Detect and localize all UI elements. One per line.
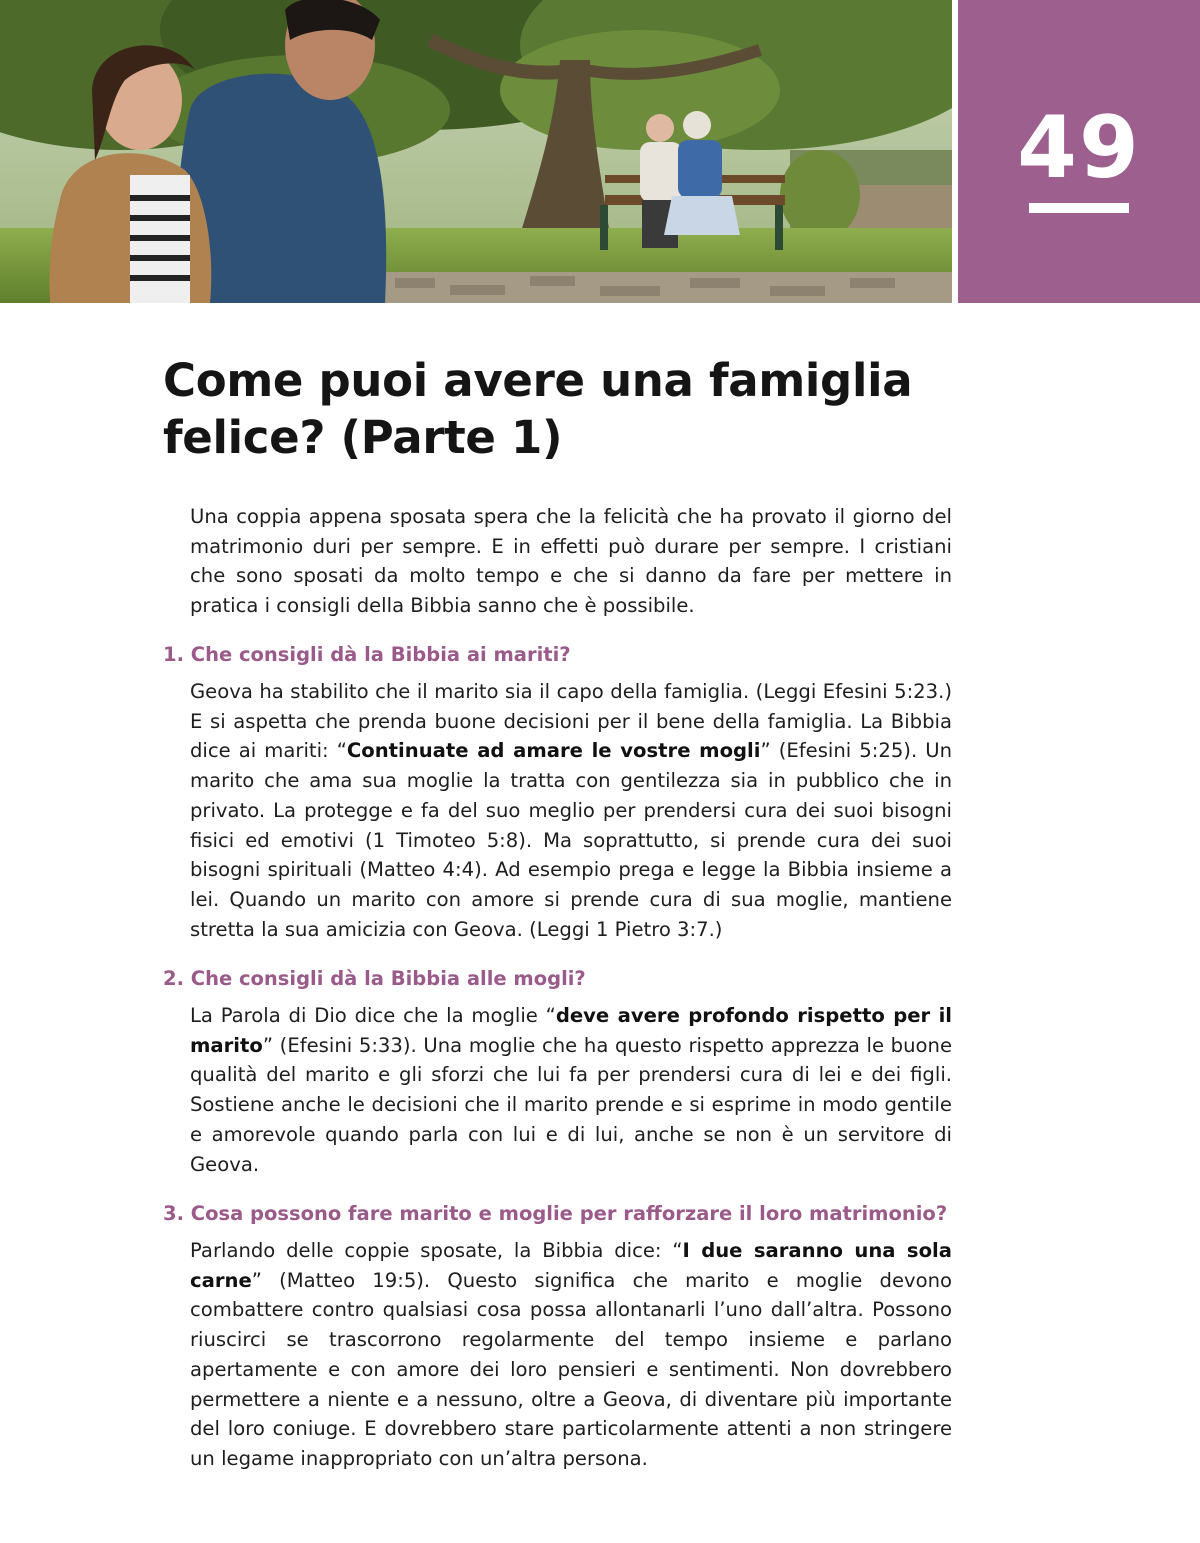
hero-photo — [0, 0, 952, 303]
answer-1-quote: Continuate ad amare le vostre mogli — [346, 739, 761, 763]
intro-paragraph: Una coppia appena sposata spera che la felicità che ha provato il giorno del matrimonio duri per sempre. E in effetti può durare per sempre. I cristiani che sono sposati da molto tempo e che si danno da fare per mettere in pratica i consigli della Bibbia sanno che è possibile. — [190, 505, 952, 618]
hero-illustration — [0, 0, 952, 303]
lesson-number: 49 — [1017, 98, 1141, 198]
answer-3-text-a: Parlando delle coppie sposate, la Bibbia dice: “ — [190, 1239, 683, 1262]
question-1: 1. Che consigli dà la Bibbia ai mariti? — [163, 643, 571, 666]
answer-3-text-b: ” (Matteo 19:5). Questo significa che marito e moglie devono combattere contro qualsiasi cosa possa allontanarli l’uno dall’altra. Possono riuscirci se trascorrono regolarmente del tempo insieme e parlano apertamente e con amore dei loro pensieri e sentimenti. Non dovrebbero permettere a niente e a nessuno, oltre a Geova, di diventare più importante del loro coniuge. E dovrebbero stare particolarmente attenti a non stringere un legame inappropriato con un’altra persona. — [190, 1268, 952, 1470]
answer-3 — [190, 1236, 952, 1474]
page-title: Come puoi avere una famiglia felice? (Parte 1) — [163, 354, 913, 464]
answer-2-text-b: ” (Efesini 5:33). Una moglie che ha questo rispetto apprezza le buone qualità del marito e gli sforzi che lui fa per prendersi cura di lei e dei figli. Sostiene anche le decisioni che il marito prende e si esprime in modo gentile e amorevole quando parla con lui e di lui, anche se non è un servitore di Geova. — [190, 1033, 952, 1176]
answer-3-quote: I due saranno una sola carne — [190, 1239, 952, 1292]
answer-1 — [190, 677, 952, 944]
lesson-number-underline — [1029, 203, 1129, 213]
answer-1-text-b: ” (Efesini 5:25). Un marito che ama sua moglie la tratta con gentilezza sia in pubblico che in privato. La protegge e fa del suo meglio per prendersi cura dei suoi bisogni fisici ed emotivi (1 Timoteo 5:8). Ma soprattutto, si prende cura dei suoi bisogni spirituali (Matteo 4:4). Ad esempio prega e legge la Bibbia insieme a lei. Quando un marito con amore si prende cura di sua moglie, mantiene stretta la sua amicizia con Geova. (Leggi 1 Pietro 3:7.) — [190, 739, 953, 941]
question-3: 3. Cosa possono fare marito e moglie per rafforzare il loro matrimonio? — [163, 1202, 948, 1225]
answer-2-quote: deve avere profondo rispetto per il marito — [190, 1004, 953, 1057]
question-2: 2. Che consigli dà la Bibbia alle mogli? — [163, 967, 586, 990]
answer-1-text-a: Geova ha stabilito che il marito sia il capo della famiglia. (Leggi Efesini 5:23.) E si aspetta che prenda buone decisioni per il bene della famiglia. La Bibbia dice ai mariti: “ — [190, 680, 952, 763]
answer-2 — [190, 1001, 952, 1179]
answer-2-text-a: La Parola di Dio dice che la moglie “ — [190, 1004, 556, 1027]
lesson-number-badge — [958, 0, 1200, 303]
